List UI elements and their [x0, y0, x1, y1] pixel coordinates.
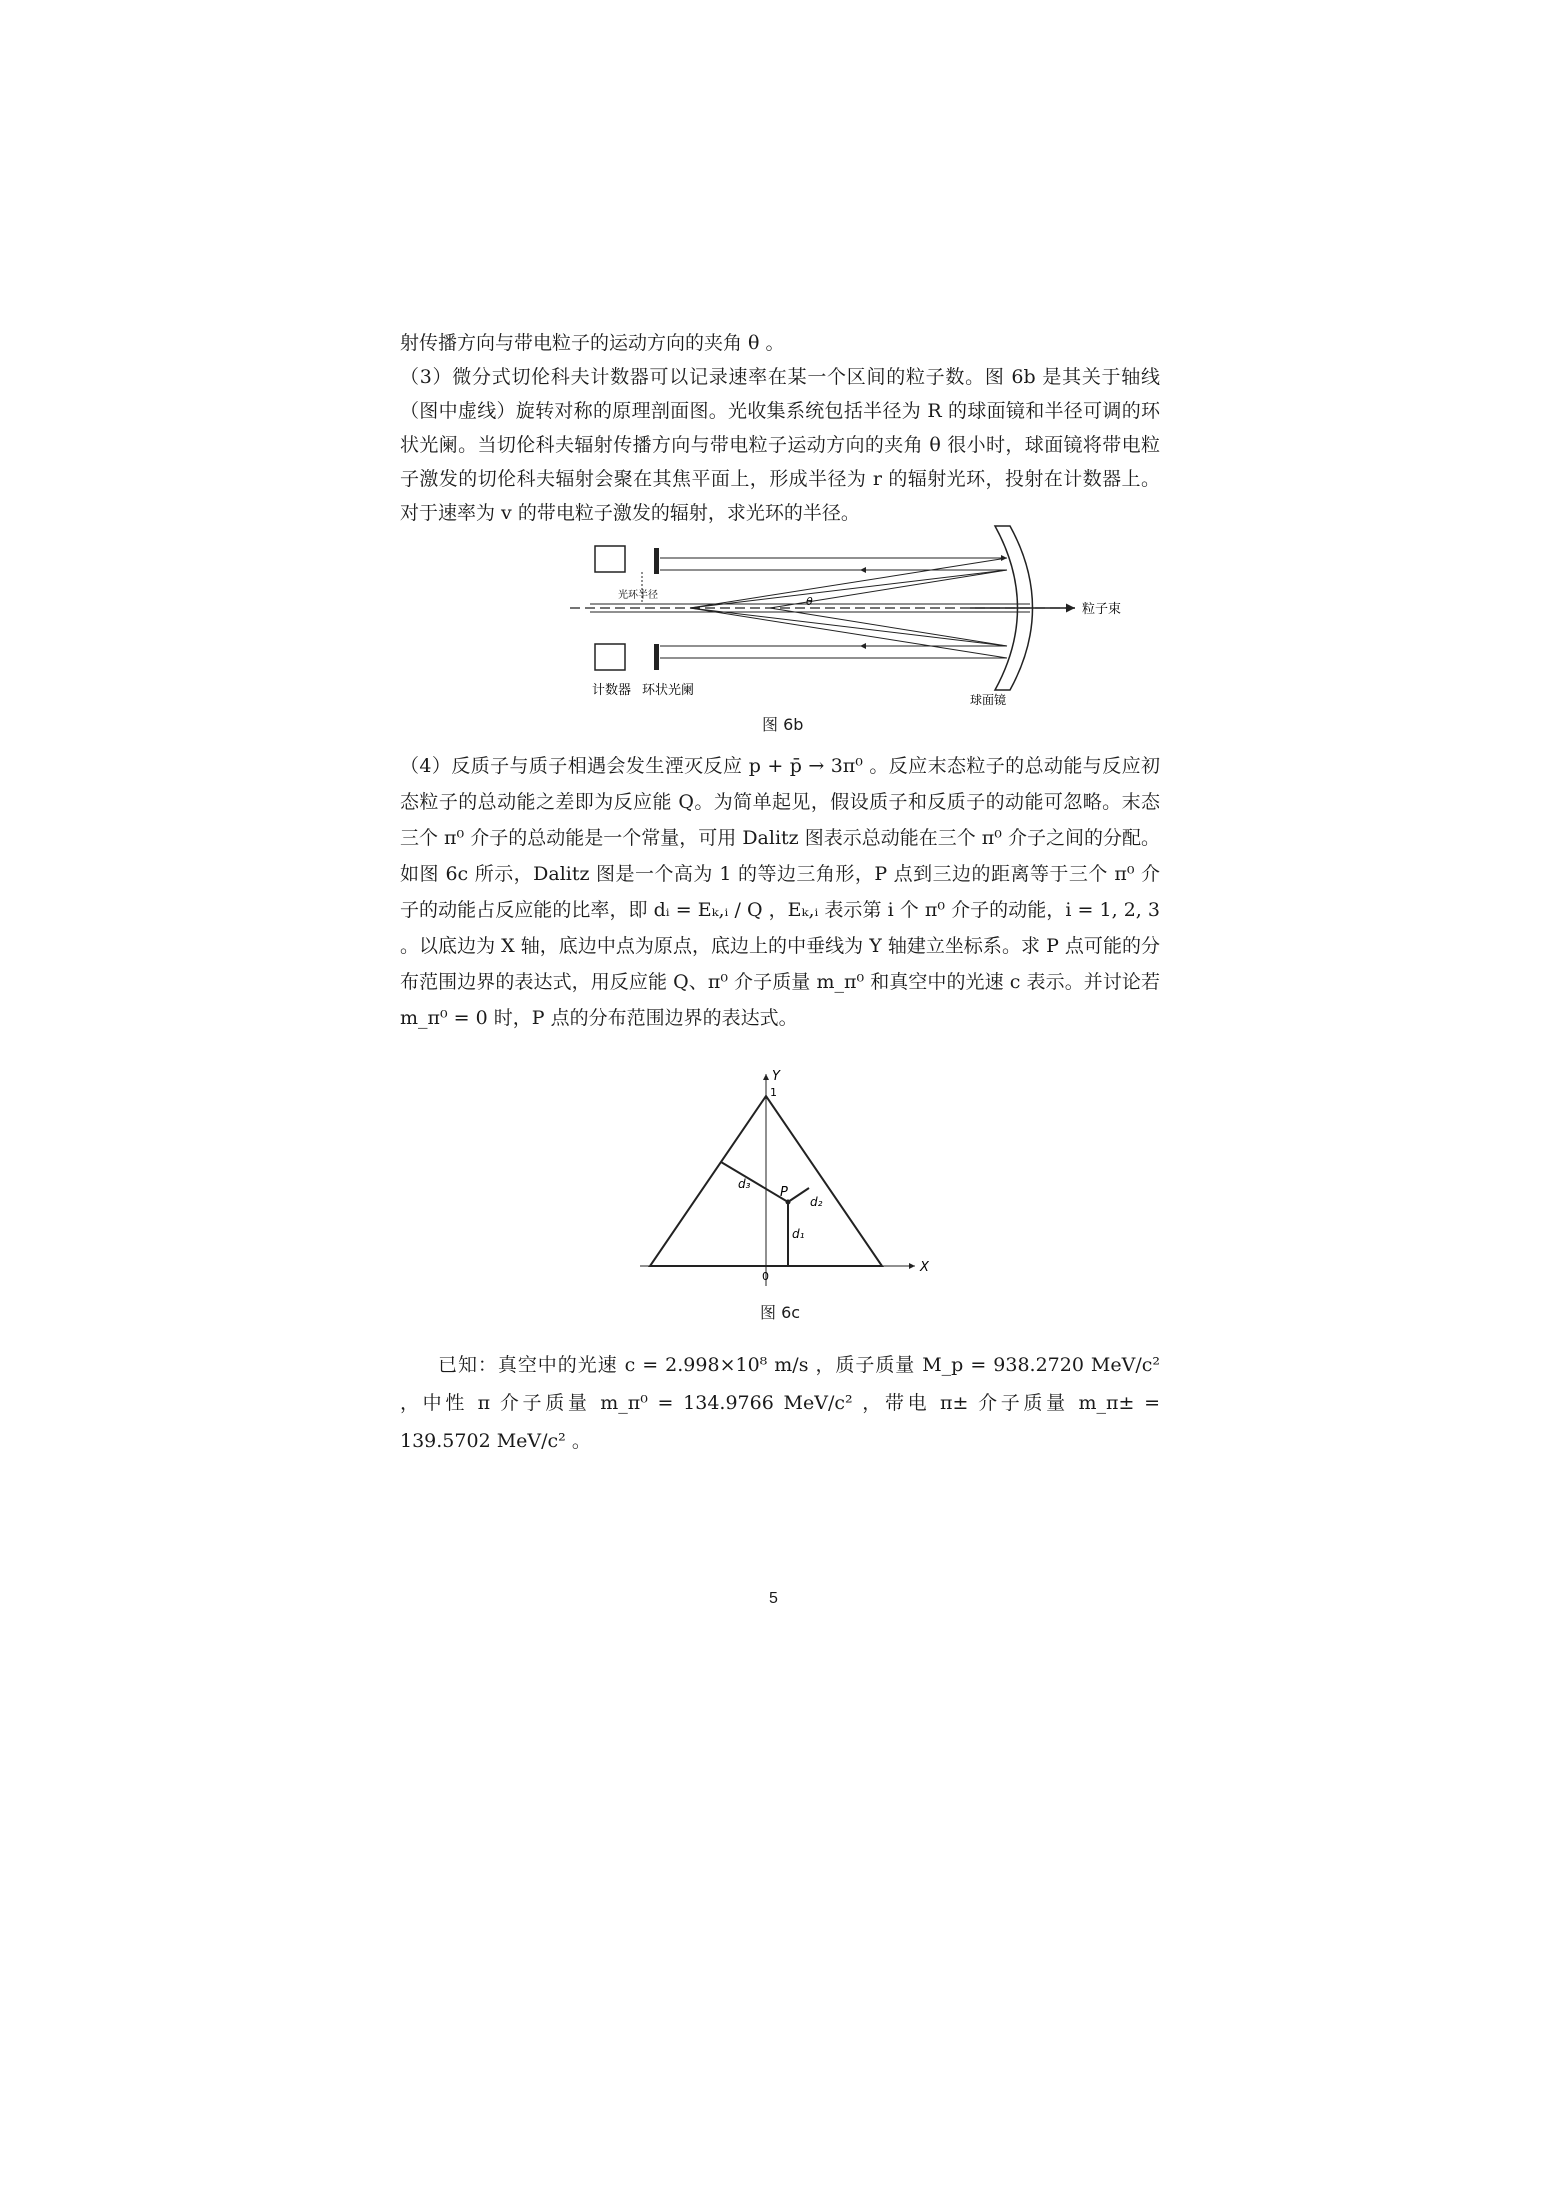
- label-beam: 粒子束: [1082, 602, 1122, 617]
- figure-6c: [620, 1066, 950, 1296]
- label-d1: d₁: [792, 1227, 805, 1241]
- label-mirror: 球面镜: [970, 693, 1007, 707]
- aperture-top: [654, 548, 659, 574]
- page-number: 5: [769, 1590, 778, 1607]
- d3-line: [721, 1162, 788, 1202]
- paragraph-4: 已知：真空中的光速 c = 2.998×10⁸ m/s ，质子质量 M_p = 938.2720 MeV/c² ，中性 π 介子质量 m_π⁰ = 134.9766 MeV/c² ，带电 π± 介子质量 m_π± = 139.5702 MeV/c² 。: [400, 1354, 1160, 1452]
- label-aperture: 环状光阑: [642, 683, 695, 698]
- paragraph-1: 射传播方向与带电粒子的运动方向的夹角 θ 。: [400, 332, 785, 354]
- text-bottom: [400, 1346, 1160, 1460]
- label-p: P: [780, 1185, 788, 1200]
- label-zero: 0: [762, 1270, 769, 1283]
- text-middle: [400, 748, 1160, 1036]
- label-d2: d₂: [810, 1195, 823, 1209]
- label-ring-radius: 光环半径: [618, 590, 658, 601]
- label-d3: d₃: [738, 1177, 751, 1191]
- caption-6b: 图 6b: [762, 715, 804, 734]
- label-theta: θ: [806, 595, 813, 608]
- point-p: [786, 1200, 791, 1205]
- text-top: [400, 326, 1160, 530]
- label-x: X: [920, 1260, 929, 1275]
- paragraph-3: （4）反质子与质子相遇会发生湮灭反应 p + p̄ → 3π⁰ 。反应末态粒子的总动能与反应初态粒子的总动能之差即为反应能 Q。为简单起见，假设质子和反质子的动能可忽略。末态三个 π⁰ 介子的总动能是一个常量，可用 Dalitz 图表示总动能在三个 π⁰ 介子之间的分配。如图 6c 所示，Dalitz 图是一个高为 1 的等边三角形，P 点到三边的距离等于三个 π⁰ 介子的动能占反应能的比率，即 dᵢ = Eₖ,ᵢ / Q ，Eₖ,ᵢ 表示第 i 个 π⁰ 介子的动能，i = 1, 2, 3 。以底边为 X 轴，底边中点为原点，底边上的中垂线为 Y 轴建立坐标系。求 P 点可能的分布范围边界的表达式，用反应能 Q、π⁰ 介子质量 m_π⁰ 和真空中的光速 c 表示。并讨论若 m_π⁰ = 0 时，P 点的分布范围边界的表达式。: [400, 755, 1160, 1029]
- label-counter: 计数器: [592, 683, 632, 698]
- aperture-bottom: [654, 644, 659, 670]
- label-one: 1: [770, 1086, 777, 1099]
- counter-box-bottom: [595, 644, 625, 670]
- caption-6c: 图 6c: [760, 1303, 801, 1322]
- d2-line: [788, 1188, 809, 1202]
- label-y: Y: [772, 1069, 780, 1084]
- paragraph-2: （3）微分式切伦科夫计数器可以记录速率在某一个区间的粒子数。图 6b 是其关于轴线（图中虚线）旋转对称的原理剖面图。光收集系统包括半径为 R 的球面镜和半径可调的环状光阑。当切伦科夫辐射传播方向与带电粒子运动方向的夹角 θ 很小时，球面镜将带电粒子激发的切伦科夫辐射会聚在其焦平面上，形成半径为 r 的辐射光环，投射在计数器上。对于速率为 v 的带电粒子激发的辐射，求光环的半径。: [400, 366, 1160, 524]
- figure-6b: [570, 526, 1122, 707]
- counter-box-top: [595, 546, 625, 572]
